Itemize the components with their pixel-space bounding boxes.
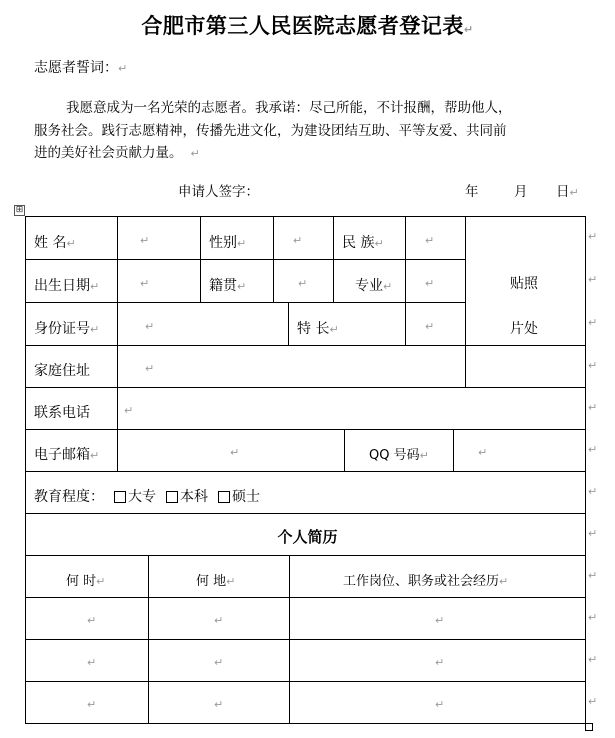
col-line (453, 429, 454, 471)
col-line (289, 555, 290, 723)
native-place-label (209, 275, 246, 295)
email-label-text: 电子邮箱 (34, 447, 90, 463)
pledge-line-text: 服务社会。践行志愿精神，传播先进文化，为建设团结互助、平等友爱、共同前 (34, 123, 507, 139)
resume-header-where (196, 570, 235, 589)
row-end-mark: ↵ (588, 273, 598, 286)
paragraph-mark: ↵ (383, 280, 393, 293)
checkbox-master[interactable] (218, 491, 230, 503)
resume-header-when-text: 何 时 (66, 574, 97, 589)
pledge-label-text: 志愿者誓词： (34, 60, 118, 76)
native-place-label-text: 籍贯 (209, 278, 237, 294)
gender-label (209, 232, 246, 252)
paragraph-mark: ↵ (90, 280, 100, 293)
birth-date-label-text: 出生日期 (34, 278, 90, 294)
gender-value-field[interactable]: ↵ (293, 234, 303, 247)
checkbox-college[interactable] (114, 491, 126, 503)
col-line (333, 259, 334, 302)
signature-label (178, 180, 259, 200)
row-line (25, 302, 465, 303)
col-line (288, 302, 289, 345)
ethnicity-label (342, 232, 384, 252)
checkbox-bachelor[interactable] (166, 491, 178, 503)
pledge-line-2 (34, 119, 584, 139)
paragraph-mark: ↵ (569, 186, 579, 199)
row-end-mark: ↵ (588, 443, 598, 456)
education-option-bachelor: 本科 (180, 489, 208, 505)
row-line (25, 513, 586, 514)
col-line (405, 216, 406, 259)
col-line (117, 216, 118, 471)
table-border-bottom (25, 723, 586, 724)
birth-date-value-field[interactable]: ↵ (140, 277, 150, 290)
specialty-value-field[interactable]: ↵ (425, 320, 435, 333)
col-line (405, 302, 406, 345)
row-line (25, 259, 465, 260)
row-end-mark: ↵ (588, 569, 598, 582)
signature-label-text: 申请人签字： (178, 184, 259, 200)
name-value-field[interactable]: ↵ (140, 234, 150, 247)
table-border-right (585, 216, 586, 724)
col-line (200, 259, 201, 302)
row-end-mark: ↵ (588, 230, 598, 243)
pledge-line-text: 进的美好社会贡献力量。 (34, 145, 183, 161)
row-end-mark: ↵ (588, 653, 598, 666)
paragraph-mark: ↵ (374, 237, 384, 250)
row-line (25, 639, 586, 640)
qq-value-field[interactable]: ↵ (478, 446, 488, 459)
row-end-mark: ↵ (588, 527, 598, 540)
col-line (148, 555, 149, 723)
paragraph-mark: ↵ (190, 147, 200, 160)
paragraph-mark: ↵ (419, 449, 429, 462)
paragraph-mark: ↵ (90, 323, 100, 336)
row-line (25, 597, 586, 598)
paragraph-mark: ↵ (90, 449, 100, 462)
resume-cell[interactable]: ↵ (214, 656, 224, 669)
major-label-text: 专业 (355, 278, 383, 294)
id-number-label (34, 318, 99, 338)
date-day (556, 180, 579, 200)
row-line (25, 429, 586, 430)
row-end-mark: ↵ (588, 401, 598, 414)
resume-cell[interactable]: ↵ (435, 656, 445, 669)
row-line (25, 681, 586, 682)
paragraph-mark: ↵ (329, 323, 339, 336)
gender-label-text: 性别 (209, 235, 237, 251)
table-border-left (25, 216, 26, 724)
major-label (355, 275, 392, 295)
email-value-field[interactable]: ↵ (230, 446, 240, 459)
pledge-label (34, 57, 127, 77)
pledge-line-1 (66, 96, 615, 116)
paragraph-mark: ↵ (237, 237, 247, 250)
row-line (25, 555, 586, 556)
resume-cell[interactable]: ↵ (214, 614, 224, 627)
row-line (25, 345, 586, 346)
col-line (200, 216, 201, 259)
col-line (344, 429, 345, 471)
row-end-mark: ↵ (588, 611, 598, 624)
resume-cell[interactable]: ↵ (435, 614, 445, 627)
resume-cell[interactable]: ↵ (87, 614, 97, 627)
paragraph-mark: ↵ (96, 575, 106, 588)
col-line (405, 259, 406, 302)
id-number-label-text: 身份证号 (34, 321, 90, 337)
email-label (34, 444, 99, 464)
ethnicity-label-text: 民 族 (342, 235, 375, 251)
specialty-label-text: 特 长 (297, 321, 330, 337)
resume-cell[interactable]: ↵ (87, 698, 97, 711)
paragraph-mark: ↵ (118, 62, 128, 75)
paragraph-mark: ↵ (66, 237, 76, 250)
education-option-master: 硕士 (232, 489, 260, 505)
date-year: 年 (465, 184, 479, 200)
native-place-value-field[interactable]: ↵ (298, 277, 308, 290)
resume-header-experience-text: 工作岗位、职务或社会经历 (343, 574, 500, 589)
row-end-mark: ↵ (588, 485, 598, 498)
pledge-line-3 (34, 141, 584, 161)
resume-title: 个人简历 (277, 528, 338, 546)
date-day-text: 日 (556, 184, 570, 200)
col-line (273, 216, 274, 302)
birth-date-label (34, 275, 99, 295)
address-label: 家庭住址 (34, 363, 90, 379)
phone-label: 联系电话 (34, 405, 90, 421)
resume-header-when (66, 570, 105, 589)
row-end-mark: ↵ (588, 316, 598, 329)
col-line (465, 216, 466, 388)
paragraph-mark: ↵ (226, 575, 236, 588)
photo-label-line1: 贴照 (510, 276, 538, 292)
table-resize-handle[interactable] (585, 723, 593, 731)
col-line (333, 216, 334, 259)
id-number-value-field[interactable]: ↵ (145, 320, 155, 333)
paragraph-mark: ↵ (499, 575, 509, 588)
resume-cell[interactable]: ↵ (435, 698, 445, 711)
photo-label-line2: 片处 (510, 321, 538, 337)
paragraph-mark: ↵ (463, 23, 474, 36)
pledge-line-text: 我愿意成为一名光荣的志愿者。我承诺：尽己所能，不计报酬，帮助他人， (66, 100, 512, 116)
table-move-handle-icon[interactable]: ⊞ (15, 205, 24, 215)
education-label: 教育程度： (34, 489, 104, 505)
address-value-field[interactable]: ↵ (145, 362, 155, 375)
table-border-top (25, 216, 586, 217)
resume-cell[interactable]: ↵ (214, 698, 224, 711)
education-row (34, 486, 260, 506)
name-label-text: 姓 名 (34, 235, 67, 251)
row-line (25, 387, 586, 388)
qq-label-text: QQ 号码 (369, 448, 420, 463)
row-line (25, 471, 586, 472)
phone-value-field[interactable]: ↵ (124, 404, 134, 417)
title-text: 合肥市第三人民医院志愿者登记表 (141, 13, 464, 38)
major-value-field[interactable]: ↵ (425, 277, 435, 290)
paragraph-mark: ↵ (237, 280, 247, 293)
specialty-label (297, 318, 339, 338)
date-month: 月 (514, 184, 528, 200)
name-label (34, 232, 76, 252)
resume-header-experience (343, 570, 508, 589)
education-option-college: 大专 (128, 489, 156, 505)
qq-label (369, 444, 429, 463)
resume-cell[interactable]: ↵ (87, 656, 97, 669)
row-end-mark: ↵ (588, 695, 598, 708)
resume-header-where-text: 何 地 (196, 574, 227, 589)
page-title (0, 10, 615, 40)
ethnicity-value-field[interactable]: ↵ (425, 234, 435, 247)
row-end-mark: ↵ (588, 359, 598, 372)
